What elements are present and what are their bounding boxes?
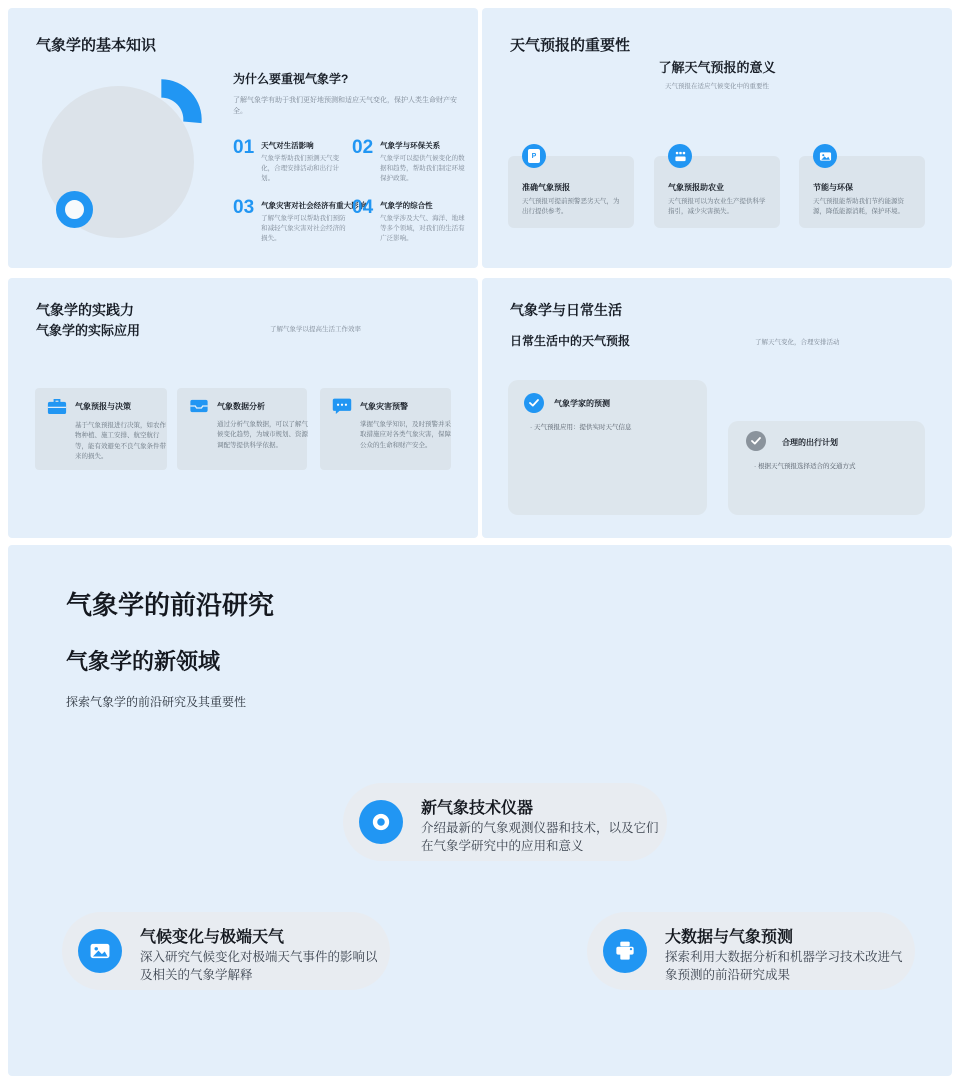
numbered-item [233,138,351,184]
feature-text: 探索利用大数据分析和机器学习技术改进气象预测的前沿研究成果 [665,950,903,983]
section-heading: 气象学的新领域 [66,649,221,674]
slide-title: 天气预报的重要性 [510,37,631,54]
item-number: 03 [233,197,255,218]
feature-pill [62,912,390,990]
briefcase-icon [47,398,67,415]
feature-card [35,388,167,470]
card-text: 通过分析气象数据，可以了解气候变化趋势，为城市规划、资源调配等提供科学依据。 [217,421,308,449]
item-number: 01 [233,137,255,158]
slide-thumbnail-forecast-importance[interactable] [482,8,952,268]
card-text: 天气预报可以为农业生产提供科学指引，减少灾害损失。 [668,198,766,216]
chat-icon [332,398,352,414]
document-icon: P [522,144,546,168]
slide-thumbnail-basics[interactable] [8,8,478,268]
slide-thumbnail-practice[interactable] [8,278,478,538]
lens-icon [359,800,403,844]
check-icon [524,393,544,413]
card-text: 基于气象预报进行决策，如农作物种植、施工安排、航空航行等，能有效避免不良气象条件带来的损失。 [75,422,166,461]
feature-title: 新气象技术仪器 [421,800,534,817]
item-text: 气象学帮助我们预测天气变化，合理安排活动和出行计划。 [261,155,340,183]
item-title: 气象学的综合性 [380,201,433,210]
feature-pill [587,912,915,990]
printer-icon [603,929,647,973]
slide-title: 气象学的前沿研究 [66,590,275,620]
decorative-arc [143,63,209,133]
section-heading: 为什么要重视气象学? [233,72,349,86]
section-note: 了解气象学以提高生活工作效率 [270,326,361,333]
card-title: 气象数据分析 [217,401,265,411]
item-title: 天气对生活影响 [261,141,314,150]
item-number: 04 [352,197,374,218]
feature-card [799,156,925,228]
slide-title: 气象学的基本知识 [36,37,157,54]
card-bullet: · 天气预报应用：提供实时天气信息 [530,424,632,431]
item-text: 气象学涉及大气、海洋、地球等多个领域，对我们的生活有广泛影响。 [380,215,465,243]
feature-text: 深入研究气候变化对极端天气事件的影响以及相关的气象学解释 [140,950,378,983]
section-heading: 了解天气预报的意义 [658,60,776,75]
card-title: 合理的出行计划 [782,438,838,447]
section-subheading: 天气预报在适应气候变化中的重要性 [665,83,769,90]
card-title: 节能与环保 [813,183,853,192]
sitemap-icon [668,144,692,168]
item-number: 02 [352,137,374,158]
card-text: 天气预报能帮助我们节约能源资源，降低能源消耗，保护环境。 [813,198,904,216]
image-icon [78,929,122,973]
checklist-card [508,380,707,515]
section-heading: 气象学的实际应用 [36,323,141,338]
item-text: 了解气象学可以帮助我们预防和减轻气象灾害对社会经济的损失。 [261,215,346,243]
card-title: 气象学家的预测 [554,399,610,408]
card-text: 掌握气象学知识，及时预警并采取措施应对各类气象灾害，保障公众的生命和财产安全。 [360,421,451,449]
section-description: 了解气象学有助于我们更好地预测和适应天气变化，保护人类生命财产安全。 [233,97,457,115]
feature-text: 介绍最新的气象观测仪器和技术，以及它们在气象学研究中的应用和意义 [421,821,659,854]
card-title: 气象预报与决策 [75,402,131,411]
feature-card [654,156,780,228]
slide-thumbnail-daily-life[interactable] [482,278,952,538]
section-heading: 日常生活中的天气预报 [510,334,631,348]
card-bullet: · 根据天气预报选择适合的交通方式 [754,463,856,470]
card-title: 气象预报助农业 [668,183,724,192]
card-title: 气象灾害预警 [360,401,408,411]
decorative-ring [56,191,93,228]
feature-card [320,388,451,470]
numbered-item [352,138,470,184]
feature-title: 气候变化与极端天气 [140,929,285,946]
checklist-card [728,421,925,515]
slide-title: 气象学的实践力 [36,302,134,318]
item-title: 气象灾害对社会经济有重大影响 [261,201,367,210]
feature-title: 大数据与气象预测 [665,929,794,946]
slide-title: 气象学与日常生活 [510,302,622,318]
section-note: 了解天气变化，合理安排活动 [755,339,840,346]
slide-current-frontier[interactable] [8,545,952,1076]
feature-card [177,388,307,470]
item-title: 气象学与环保关系 [380,141,441,150]
numbered-item [352,198,470,244]
feature-pill [343,783,667,861]
section-description: 探索气象学的前沿研究及其重要性 [66,695,247,709]
check-icon [746,431,766,451]
image-icon [813,144,837,168]
card-text: 天气预报可提前预警恶劣天气，为出行提供参考。 [522,198,620,216]
item-text: 气象学可以提供气候变化的数据和趋势，帮助我们制定环境保护政策。 [380,155,465,183]
inbox-icon [189,398,209,414]
feature-card [508,152,634,228]
card-title: 准确气象预报 [522,183,570,192]
